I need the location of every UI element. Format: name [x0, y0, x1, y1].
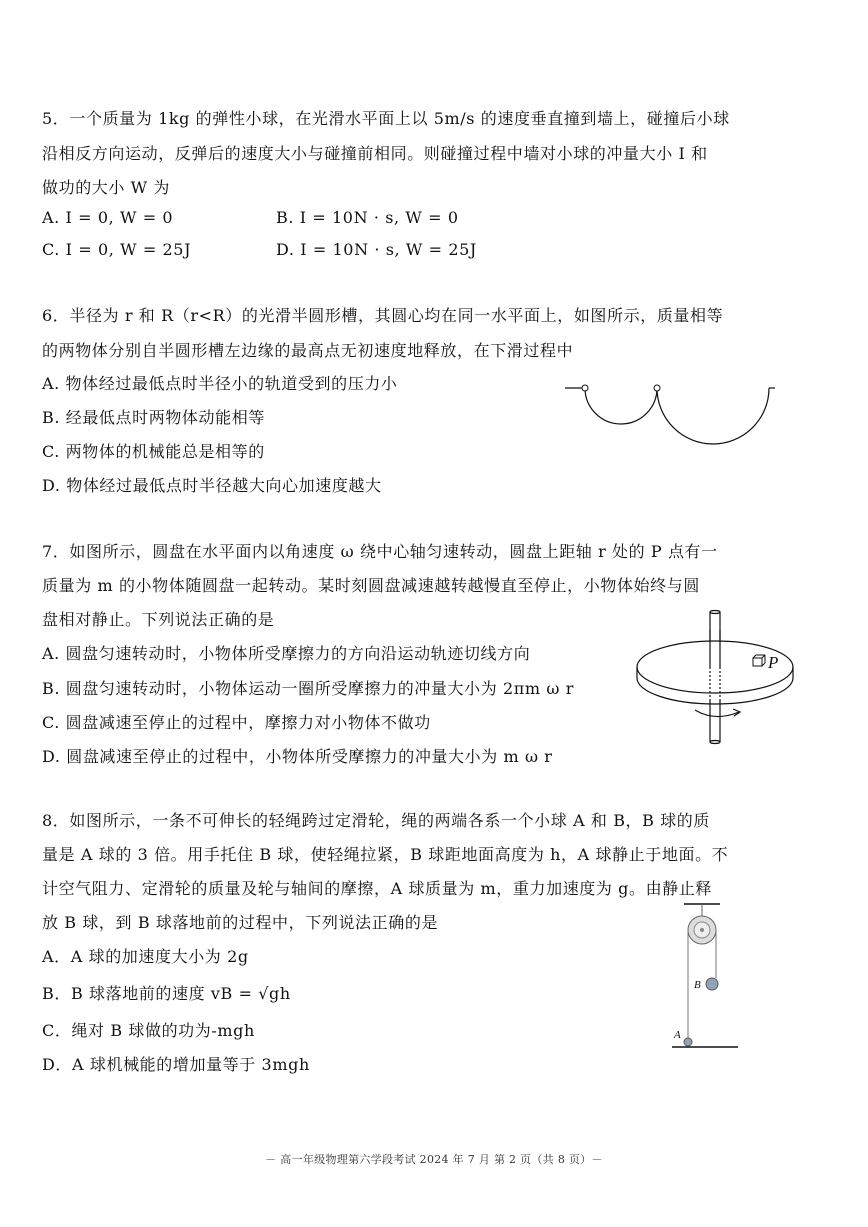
q8-ball-a-label: A: [674, 1029, 681, 1041]
q5-option-d: D. I = 10N · s, W = 25J: [276, 240, 477, 259]
q5-option-a: A. I = 0, W = 0: [42, 208, 174, 227]
q6-semicircle-figure: [565, 384, 775, 444]
q7-line-1: 7．如图所示，圆盘在水平面内以角速度 ω 绕中心轴匀速转动，圆盘上距轴 r 处的 P 点有一: [42, 542, 718, 561]
q6-option-b: B. 经最低点时两物体动能相等: [42, 408, 265, 427]
q8-option-d: D．A 球机械能的增加量等于 3mgh: [42, 1055, 310, 1074]
q7-option-b: B. 圆盘匀速转动时，小物体运动一圈所受摩擦力的冲量大小为 2πm ω r: [42, 679, 574, 698]
q8-option-a: A．A 球的加速度大小为 2g: [42, 947, 249, 966]
q7-disk-figure: [635, 610, 805, 745]
q8-ball-b-label: B: [694, 979, 701, 991]
q5-line-2: 沿相反方向运动，反弹后的速度大小与碰撞前相同。则碰撞过程中墙对小球的冲量大小 I 和: [42, 144, 708, 163]
q7-option-c: C. 圆盘减速至停止的过程中，摩擦力对小物体不做功: [42, 713, 431, 732]
q7-line-3: 盘相对静止。下列说法正确的是: [42, 610, 275, 629]
q5-option-c: C. I = 0, W = 25J: [42, 240, 192, 259]
q7-option-d: D. 圆盘减速至停止的过程中，小物体所受摩擦力的冲量大小为 m ω r: [42, 747, 553, 766]
q6-option-a: A. 物体经过最低点时半径小的轨道受到的压力小: [42, 374, 398, 393]
q8-option-c: C．绳对 B 球做的功为-mgh: [42, 1021, 255, 1040]
q6-option-d: D. 物体经过最低点时半径越大向心加速度越大: [42, 476, 382, 495]
q8-option-b: B．B 球落地前的速度 vB = √gh: [42, 984, 291, 1003]
page-footer: － 高一年级物理第六学段考试 2024 年 7 月 第 2 页（共 8 页）－: [265, 1153, 603, 1166]
q8-line-3: 计空气阻力、定滑轮的质量及轮与轴间的摩擦，A 球质量为 m，重力加速度为 g。由静止释: [42, 879, 713, 898]
q7-option-a: A. 圆盘匀速转动时，小物体所受摩擦力的方向沿运动轨迹切线方向: [42, 644, 531, 663]
q8-pulley-figure: [670, 902, 740, 1052]
q6-line-2: 的两物体分别自半圆形槽左边缘的最高点无初速度地释放，在下滑过程中: [42, 341, 574, 360]
q5-line-3: 做功的大小 W 为: [42, 178, 171, 197]
q8-line-2: 量是 A 球的 3 倍。用手托住 B 球，使轻绳拉紧，B 球距地面高度为 h，A 球静止于地面。不: [42, 845, 729, 864]
q6-option-c: C. 两物体的机械能总是相等的: [42, 442, 265, 461]
q5-option-b: B. I = 10N · s, W = 0: [276, 208, 459, 227]
q8-line-4: 放 B 球，到 B 球落地前的过程中，下列说法正确的是: [42, 913, 439, 932]
q7-line-2: 质量为 m 的小物体随圆盘一起转动。某时刻圆盘减速越转越慢直至停止，小物体始终与圆: [42, 576, 700, 595]
q5-line-1: 5．一个质量为 1kg 的弹性小球，在光滑水平面上以 5m/s 的速度垂直撞到墙上，碰撞后小球: [42, 109, 730, 128]
q7-point-p-label: P: [768, 653, 779, 672]
q8-line-1: 8．如图所示，一条不可伸长的轻绳跨过定滑轮，绳的两端各系一个小球 A 和 B，B 球的质: [42, 811, 710, 830]
q6-line-1: 6．半径为 r 和 R（r<R）的光滑半圆形槽，其圆心均在同一水平面上，如图所示，质量相等: [42, 306, 724, 325]
